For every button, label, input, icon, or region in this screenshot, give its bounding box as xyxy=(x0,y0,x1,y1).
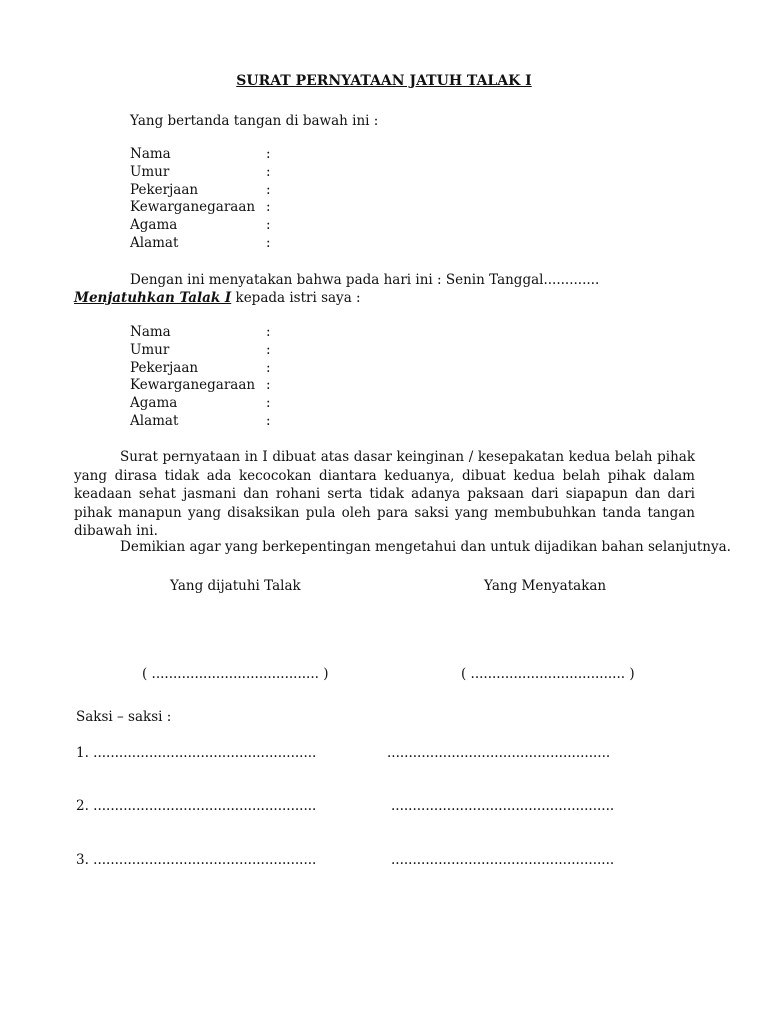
field-label: Pekerjaan xyxy=(130,359,199,376)
witness-row xyxy=(76,744,676,764)
intro-text: Yang bertanda tangan di bawah ini : xyxy=(130,113,379,129)
field-colon: : xyxy=(266,341,271,358)
field-colon: : xyxy=(266,199,271,216)
field-colon: : xyxy=(266,181,271,198)
witness-title: Saksi – saksi : xyxy=(76,709,172,725)
field-label: Pekerjaan xyxy=(130,181,199,198)
field-label: Kewarganegaraan xyxy=(130,377,256,394)
closing-paragraph: Demikian agar yang berkepentingan mengetahui dan untuk dijadikan bahan selanjutnya. xyxy=(120,539,731,555)
witness-right-line: .................................................... xyxy=(391,798,615,814)
field-colon: : xyxy=(266,163,271,180)
witness-right-line: .................................................... xyxy=(387,745,611,761)
field-colon: : xyxy=(266,217,271,234)
document-title: SURAT PERNYATAAN JATUH TALAK I xyxy=(236,73,532,89)
signature-right-blank: ( .................................... ) xyxy=(461,666,635,682)
field-label: Agama xyxy=(130,217,178,234)
signature-left-label: Yang dijatuhi Talak xyxy=(170,578,301,594)
field-label: Kewarganegaraan xyxy=(130,199,256,216)
field-colon: : xyxy=(266,146,271,162)
field-colon: : xyxy=(266,234,271,251)
witness-left-line: 1. .................................................... xyxy=(76,745,317,761)
field-label: Nama xyxy=(130,146,171,162)
signature-left-blank: ( ....................................... ) xyxy=(142,666,329,682)
field-label: Alamat xyxy=(130,412,179,429)
field-label: Umur xyxy=(130,163,170,180)
witness-row xyxy=(76,797,676,817)
witness-row xyxy=(76,851,676,871)
field-colon: : xyxy=(266,359,271,376)
field-colon: : xyxy=(266,412,271,429)
declaration-rest: kepada istri saya : xyxy=(231,290,361,306)
declaration-line: Dengan ini menyatakan bahwa pada hari ini : Senin Tanggal............. xyxy=(130,272,600,288)
field-label: Alamat xyxy=(130,234,179,251)
witness-left-line: 3. .................................................... xyxy=(76,852,317,868)
field-label: Nama xyxy=(130,324,171,340)
field-colon: : xyxy=(266,324,271,340)
witness-right-line: .................................................... xyxy=(391,852,615,868)
field-label: Umur xyxy=(130,341,170,358)
field-colon: : xyxy=(266,377,271,394)
statement-paragraph: Surat pernyataan in I dibuat atas dasar keinginan / kesepakatan kedua belah pihak yang dirasa tidak ada kecocokan diantara keduanya, dibuat kedua belah pihak dalam keadaan sehat jasmani dan rohani serta tidak adanya paksaan dari siapapun dan dari pihak manapun yang disaksikan pula oleh para saksi yang membubuhkan tanda tangan dibawah ini. xyxy=(74,449,695,539)
signature-right-label: Yang Menyatakan xyxy=(484,578,607,594)
witness-left-line: 2. .................................................... xyxy=(76,798,317,814)
declaration-emphasis: Menjatuhkan Talak I xyxy=(74,290,232,306)
field-label: Agama xyxy=(130,395,178,412)
declaration-talak-line xyxy=(74,289,361,307)
field-colon: : xyxy=(266,395,271,412)
